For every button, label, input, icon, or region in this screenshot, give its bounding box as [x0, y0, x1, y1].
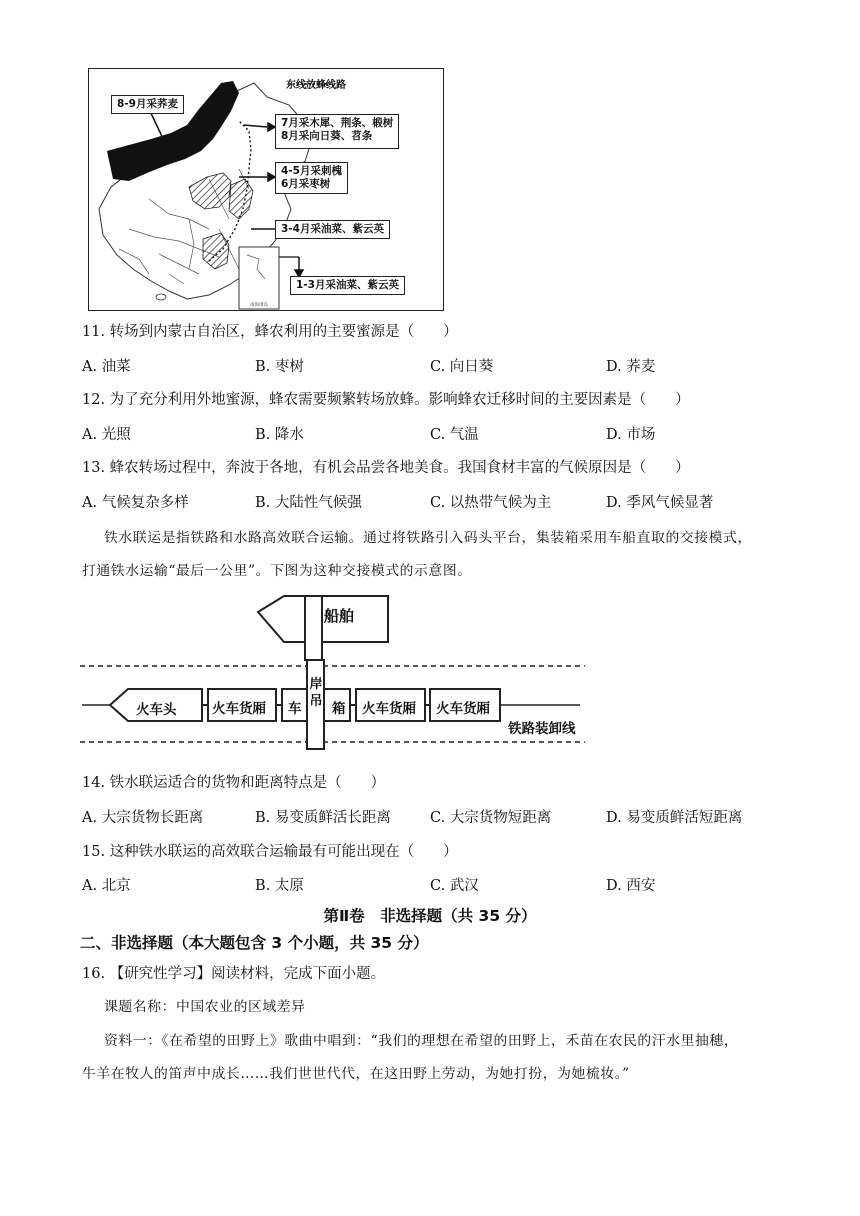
q14-option-c: C. 大宗货物短距离	[430, 810, 552, 826]
question-12: 12. 为了充分利用外地蜜源，蜂农需要频繁转场放蜂。影响蜂农迁移时间的主要因素是（ ）	[82, 392, 690, 408]
q13-option-d: D. 季风气候显著	[606, 495, 714, 511]
wagon-1-label: 火车货厢	[212, 701, 266, 717]
section-title: 第Ⅱ卷 非选择题（共 35 分）	[323, 907, 537, 925]
q15-option-a: A. 北京	[82, 878, 131, 894]
q12-option-c: C. 气温	[430, 427, 479, 443]
question-13: 13. 蜂农转场过程中，奔波于各地，有机会品尝各地美食。我国食材丰富的气候原因是（ ）	[82, 460, 690, 476]
section-subtitle: 二、非选择题（本大题包含 3 个小题，共 35 分）	[80, 934, 429, 952]
beekeeping-route-map	[88, 68, 444, 311]
box-buckwheat: 8-9月采荞麦	[111, 95, 184, 114]
question-14: 14. 铁水联运适合的货物和距离特点是（ ）	[82, 775, 386, 791]
box-july-august: 7月采木犀、荆条、椴树 8月采向日葵、苕条	[275, 114, 399, 149]
q14-option-d: D. 易变质鲜活短距离	[606, 810, 743, 826]
ship-label: 船舶	[324, 607, 355, 625]
wagon-2-label: 火车货厢	[362, 701, 416, 717]
box-march-april: 3-4月采油菜、紫云英	[275, 220, 390, 239]
wagon-xiang-label: 箱	[332, 701, 346, 717]
question-15: 15. 这种铁水联运的高效联合运输最有可能出现在（ ）	[82, 844, 458, 860]
q11-option-d: D. 荞麦	[606, 359, 656, 375]
question-11: 11. 转场到内蒙古自治区，蜂农利用的主要蜜源是（ ）	[82, 324, 458, 340]
q11-option-a: A. 油菜	[82, 359, 131, 375]
passage-line-1: 铁水联运是指铁路和水路高效联合运输。通过将铁路引入码头平台，集装箱采用车船直取的交接模式，	[104, 530, 752, 546]
rail-line-label: 铁路装卸线	[508, 721, 576, 737]
q12-option-b: B. 降水	[255, 427, 304, 443]
q16-topic: 课题名称：中国农业的区域差异	[104, 999, 306, 1015]
inset-label: 南海诸岛	[250, 303, 268, 308]
q12-option-d: D. 市场	[606, 427, 656, 443]
passage-line-2: 打通铁水运输“最后一公里”。下图为这种交接模式的示意图。	[82, 563, 472, 579]
q15-option-c: C. 武汉	[430, 878, 479, 894]
question-16: 16. 【研究性学习】阅读材料，完成下面小题。	[82, 966, 386, 982]
crane-label: 岸吊	[309, 677, 323, 709]
rail-water-diagram	[80, 592, 590, 757]
south-sea-inset	[239, 247, 279, 309]
map-legend-label: 东线放蜂线路	[286, 80, 346, 91]
locomotive-label: 火车头	[136, 702, 177, 718]
q13-option-c: C. 以热带气候为主	[430, 495, 552, 511]
q15-option-d: D. 西安	[606, 878, 656, 894]
box-jan-march: 1-3月采油菜、紫云英	[290, 276, 405, 295]
q13-option-b: B. 大陆性气候强	[255, 495, 362, 511]
wagon-che-label: 车	[288, 701, 302, 717]
q16-material-line-1: 资料一：《在希望的田野上》歌曲中唱到：“我们的理想在希望的田野上，禾苗在农民的汗水里抽穗，	[104, 1033, 739, 1049]
q12-option-a: A. 光照	[82, 427, 131, 443]
q14-option-a: A. 大宗货物长距离	[82, 810, 204, 826]
q14-option-b: B. 易变质鲜活长距离	[255, 810, 391, 826]
q13-option-a: A. 气候复杂多样	[82, 495, 189, 511]
box-april-june: 4-5月采刺槐 6月采枣树	[275, 162, 348, 194]
wagon-3-label: 火车货厢	[436, 701, 490, 717]
q16-material-line-2: 牛羊在牧人的笛声中成长……我们世世代代，在这田野上劳动，为她打扮，为她梳妆。”	[82, 1066, 630, 1082]
q11-option-c: C. 向日葵	[430, 359, 494, 375]
q15-option-b: B. 太原	[255, 878, 304, 894]
crane-post-top	[305, 596, 322, 660]
q11-option-b: B. 枣树	[255, 359, 304, 375]
